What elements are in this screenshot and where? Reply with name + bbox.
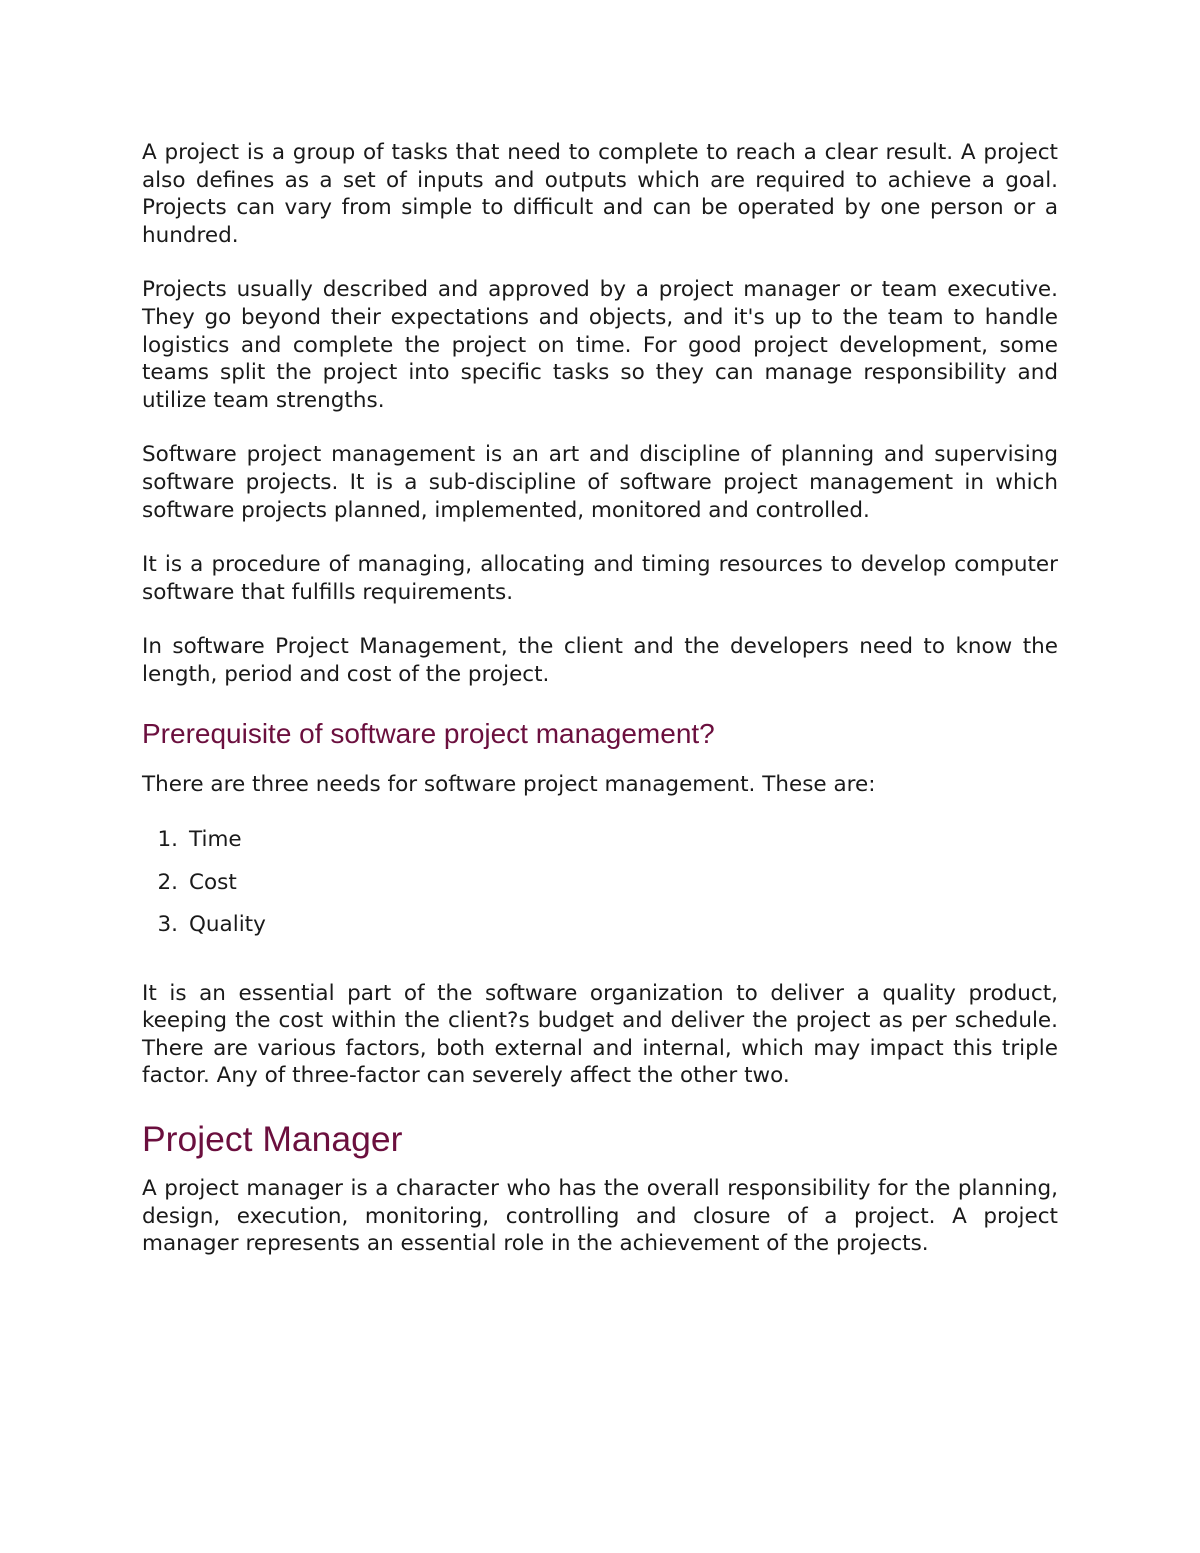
paragraph-spm-client: In software Project Management, the client and the developers need to know the length, period and cost of the project. — [142, 634, 1058, 687]
paragraph-project-manager: A project manager is a character who has the overall responsibility for the planning, design, execution, monitoring, controlling and closure of a project. A project manager represents an essential role in the achievement of the projects. — [142, 1175, 1058, 1257]
list-item-number: 3. — [157, 912, 178, 938]
paragraph-spm-definition: Software project management is an art and discipline of planning and supervising software projects. It is a sub-discipline of software project management in which software projects planned, implemented, monitored and controlled. — [142, 442, 1058, 523]
paragraph-triple-factor: It is an essential part of the software organization to deliver a quality product, keeping the cost within the client?s budget and deliver the project as per schedule. There are various factors, both external and internal, which may impact this triple factor. Any of three-factor can severely affect the other two. — [142, 980, 1058, 1089]
list-item-label: Cost — [189, 869, 237, 895]
list-item — [142, 826, 1058, 869]
paragraph-project-definition: A project is a group of tasks that need to complete to reach a clear result. A project also defines as a set of inputs and outputs which are required to achieve a goal. Projects can vary from simple to difficult and can be operated by one person or a hundred. — [142, 140, 1058, 248]
list-item — [142, 869, 1058, 912]
needs-list — [142, 826, 1058, 954]
document-page — [142, 139, 1058, 1285]
heading-project-manager: Project Manager — [142, 1118, 403, 1159]
paragraph-spm-procedure: It is a procedure of managing, allocating and timing resources to develop computer software that fulfills requirements. — [142, 552, 1058, 605]
list-item-label: Time — [189, 827, 242, 853]
list-item-number: 2. — [157, 869, 178, 895]
list-item-label: Quality — [189, 912, 266, 938]
paragraph-project-approval: Projects usually described and approved by a project manager or team executive. They go beyond their expectations and objects, and it's up to the team to handle logistics and complete the project on time. For good project development, some teams split the project into specific tasks so they can manage responsibility and utilize team strengths. — [142, 277, 1058, 413]
list-item — [142, 911, 1058, 954]
heading-prerequisite: Prerequisite of software project management? — [142, 717, 715, 749]
paragraph-needs-intro: There are three needs for software project management. These are: — [142, 771, 876, 797]
list-item-number: 1. — [157, 827, 178, 853]
